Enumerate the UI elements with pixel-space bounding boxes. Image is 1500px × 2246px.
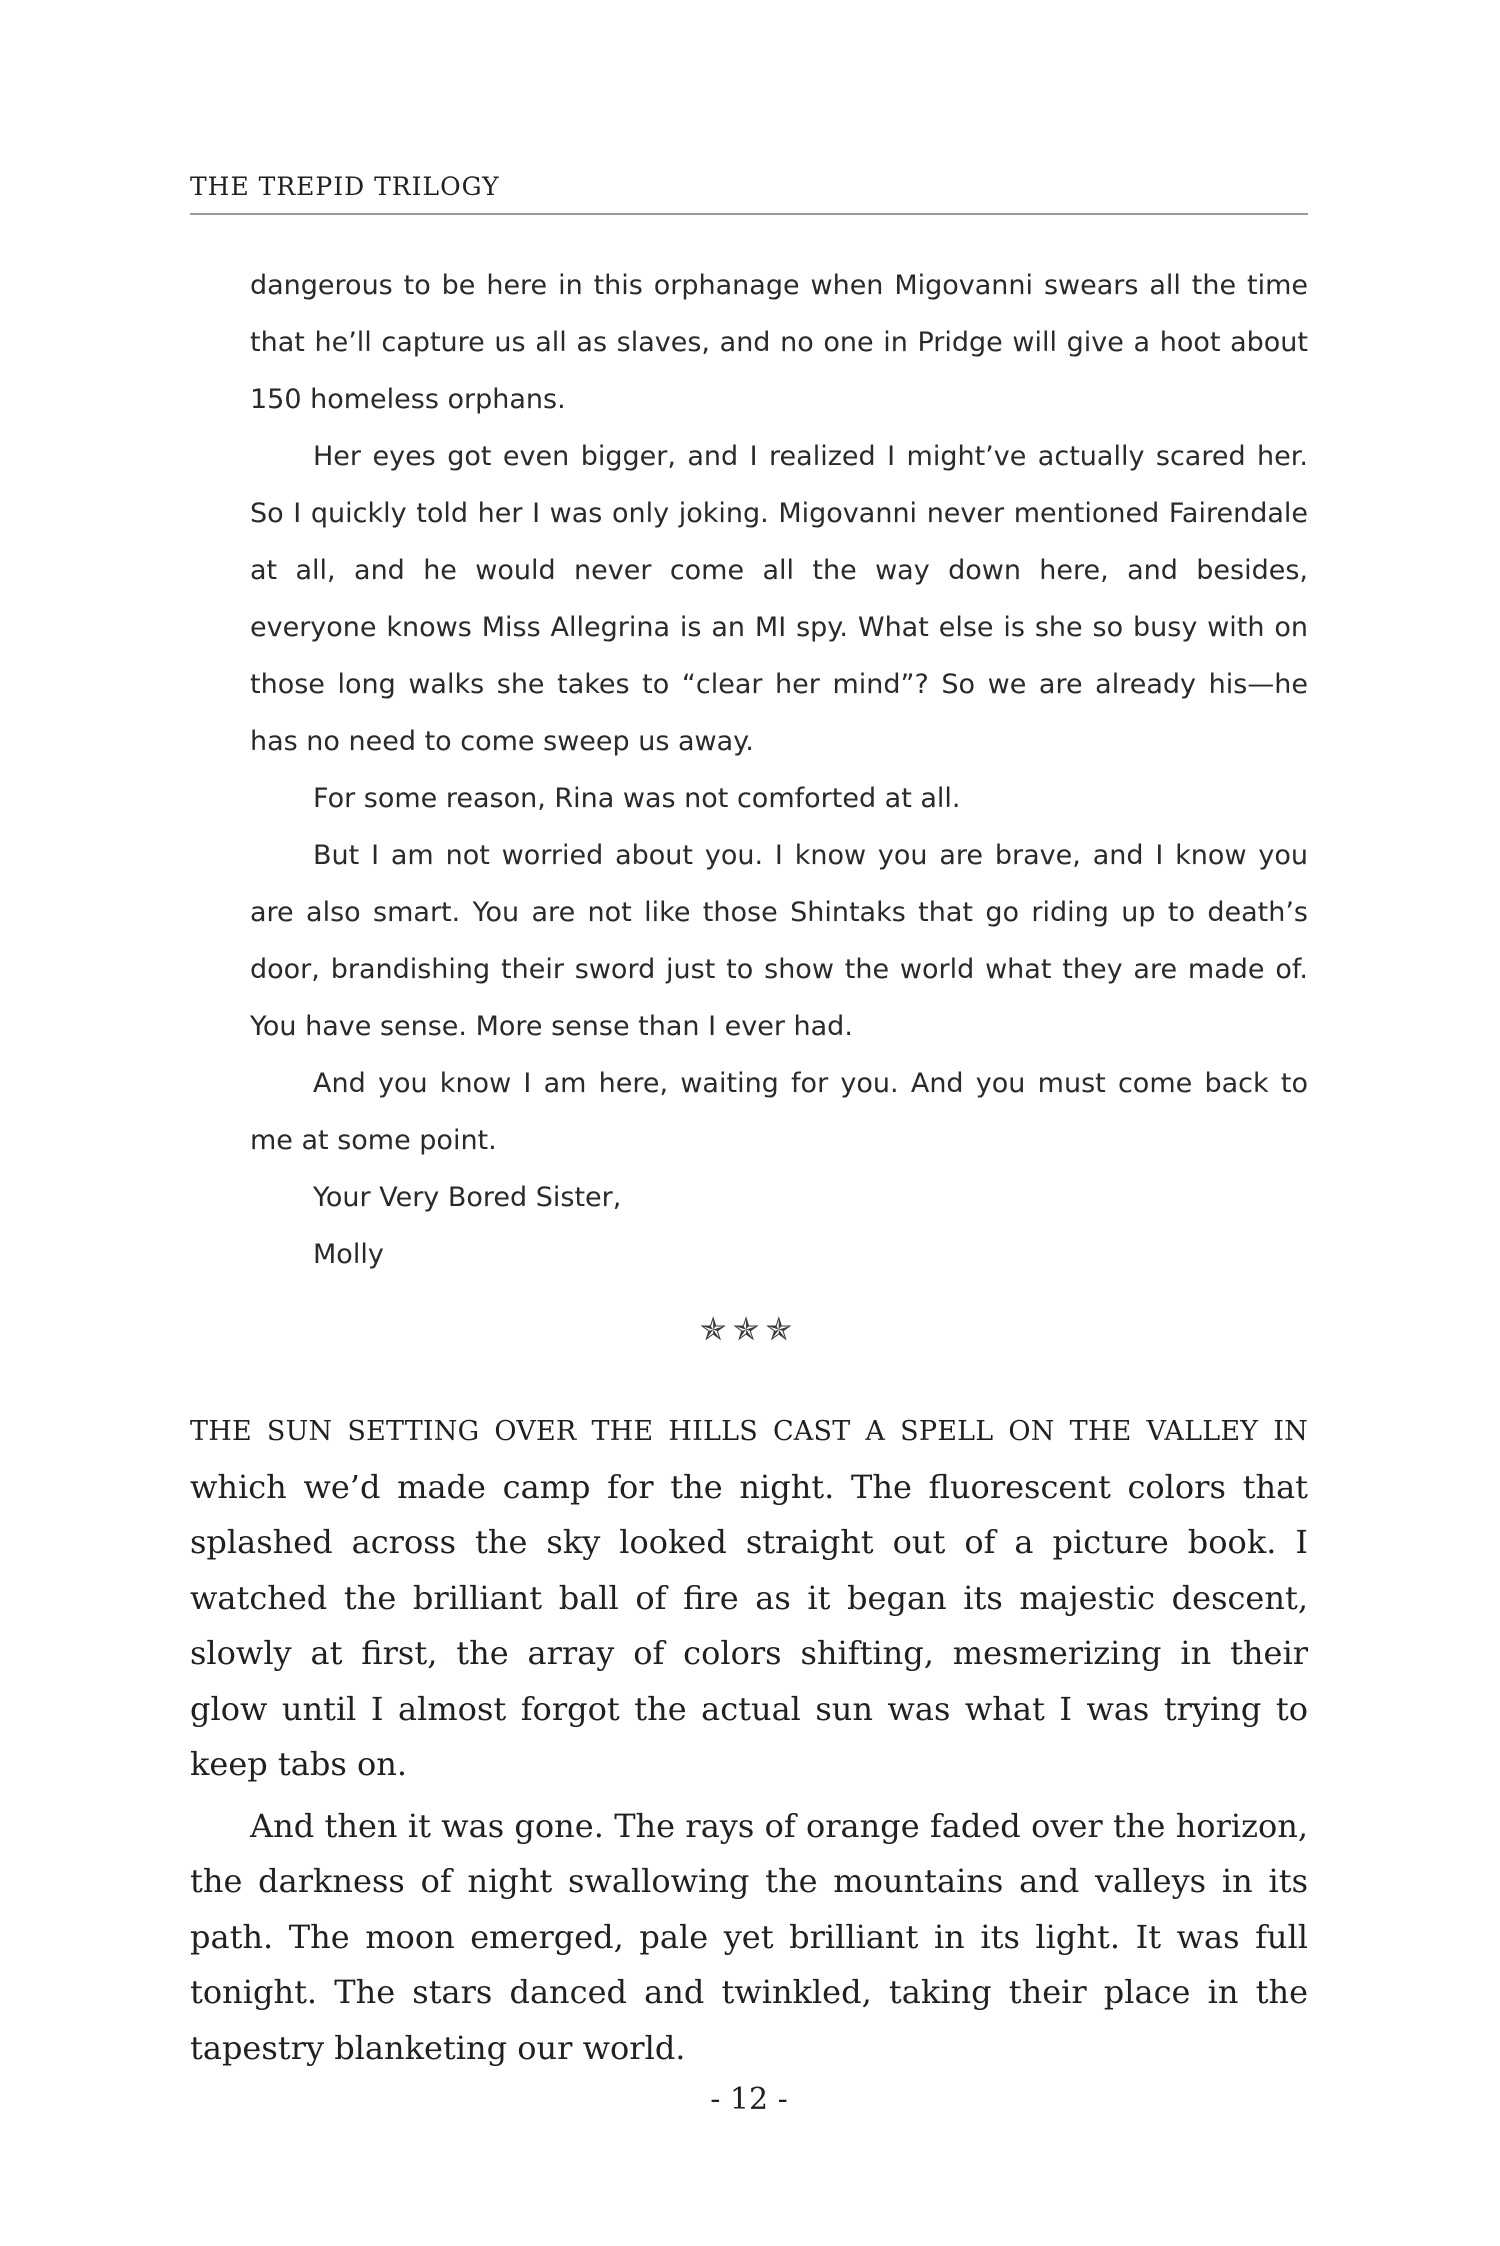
narrative-text [190,1402,1308,2076]
letter-paragraph: And you know I am here, waiting for you. And you must come back to me at some point. [250,1068,1308,1156]
section-break-stars-icon: ✯✯✯ [699,1310,799,1348]
book-page [190,0,1308,2246]
paragraph-text: which we’d made camp for the night. The fluorescent colors that splashed across the sky looked straight out of a picture book. I watched the brilliant ball of fire as it began its majestic descent, slowly at first, the array of colors shifting, mesmerizing in their glow until I almost forgot the actual sun was what I was trying to keep tabs on. [190,1467,1308,1783]
letter-paragraph: dangerous to be here in this orphanage when Migovanni swears all the time that he’ll capture us all as slaves, and no one in Pridge will give a hoot about 150 homeless orphans. [250,270,1308,415]
letter-signature: Molly [313,1239,384,1270]
letter-paragraph: For some reason, Rina was not comforted at all. [313,783,961,814]
letter-text [250,257,1308,1283]
small-caps-lead-in: THE SUN SETTING OVER THE HILLS CAST A SPELL ON THE VALLEY IN [190,1416,1308,1447]
letter-closing: Your Very Bored Sister, [313,1182,622,1213]
page-number: - 12 - [710,2082,788,2117]
letter-paragraph: Her eyes got even bigger, and I realized I might’ve actually scared her. So I quickly told her I was only joking. Migovanni never mentioned Fairendale at all, and he would never come all the way down here, and besides, everyone knows Miss Allegrina is an MI spy. What else is she so busy with on those long walks she takes to “clear her mind”? So we are already his—he has no need to come sweep us away. [250,441,1308,757]
narrative-paragraph: And then it was gone. The rays of orange faded over the horizon, the darkness of night swallowing the mountains and valleys in its path. The moon emerged, pale yet brilliant in its light. It was full tonight. The stars danced and twinkled, taking their place in the tapestry blanketing our world. [190,1806,1308,2067]
running-head-title: THE TREPID TRILOGY [190,172,500,201]
letter-paragraph: But I am not worried about you. I know you are brave, and I know you are also smart. You are not like those Shintaks that go riding up to death’s door, brandishing their sword just to show the world what they are made of. You have sense. More sense than I ever had. [250,840,1308,1042]
header-rule [190,213,1308,215]
narrative-paragraph [190,1402,1308,1793]
